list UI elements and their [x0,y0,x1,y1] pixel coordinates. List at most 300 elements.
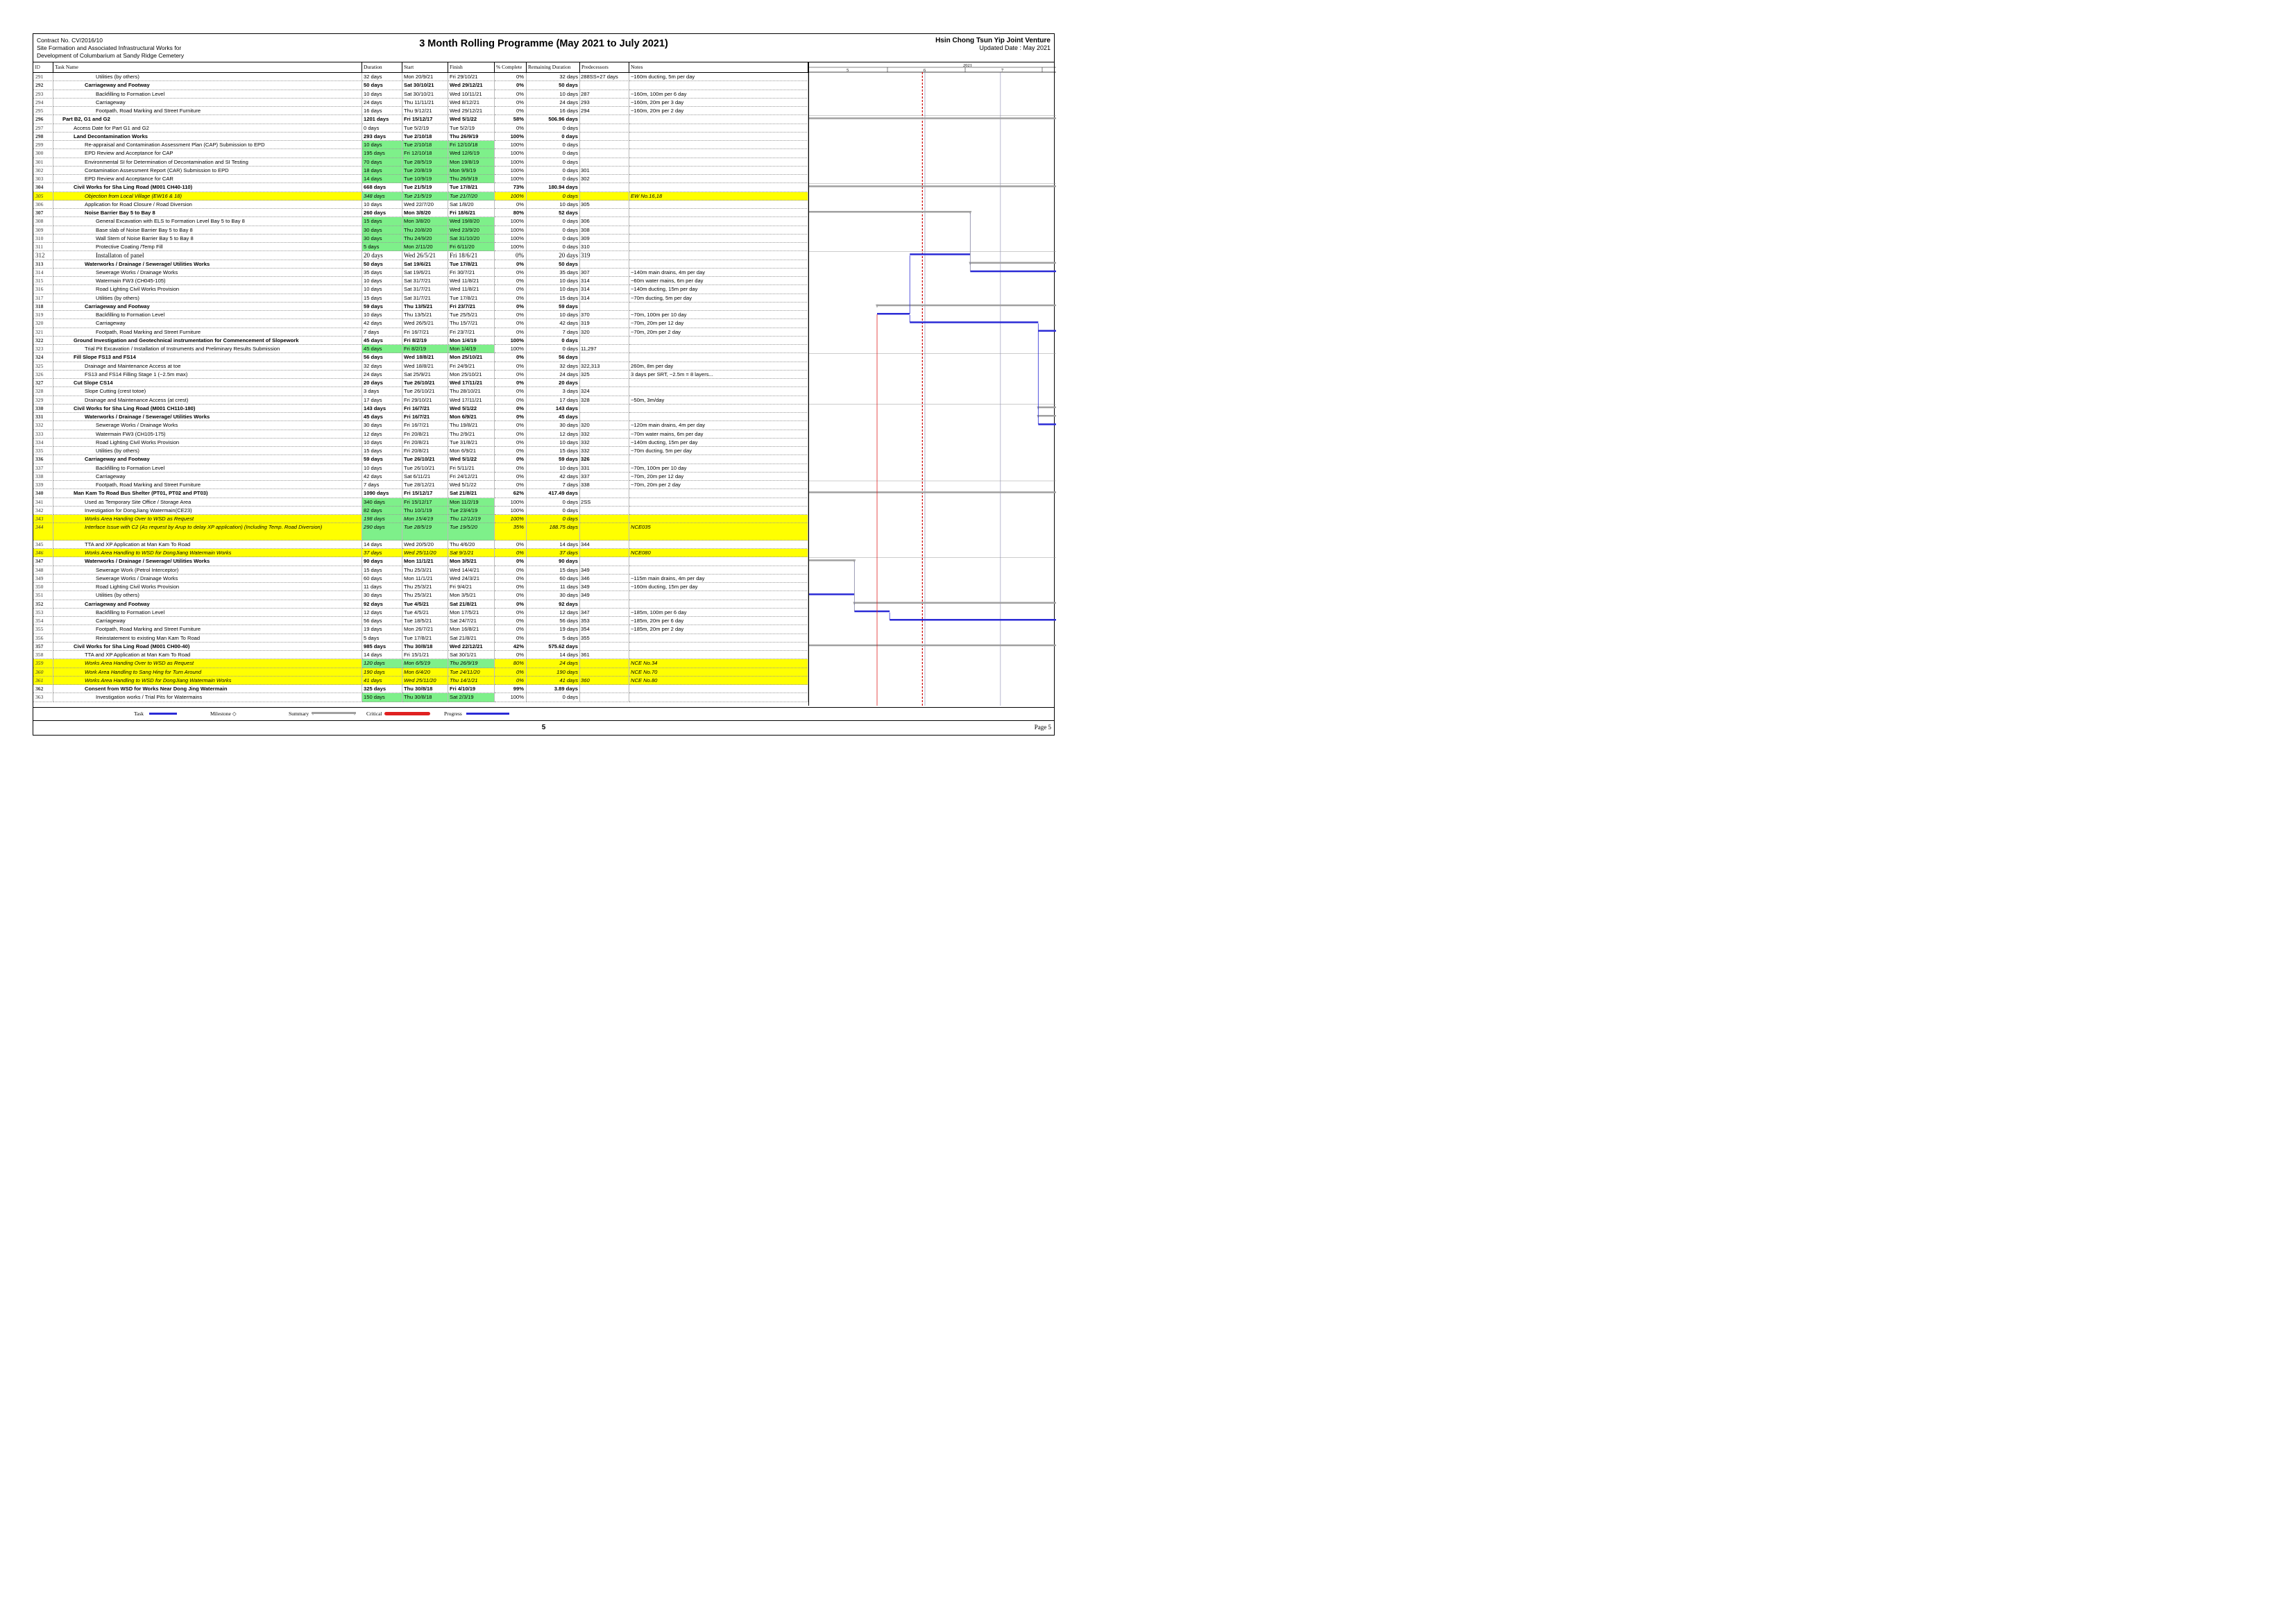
task-remaining-duration: 12 days [527,609,580,617]
table-row[interactable] [33,617,808,625]
task-predecessors: 331 [580,464,629,473]
task-notes [629,489,808,498]
table-row[interactable] [33,285,808,294]
task-id: 304 [33,183,53,192]
task-id: 306 [33,201,53,209]
task-id: 292 [33,81,53,90]
task-percent-complete: 0% [495,285,527,294]
task-finish: Tue 23/4/19 [448,507,495,515]
table-row[interactable] [33,201,808,209]
table-row[interactable] [33,277,808,285]
table-row[interactable] [33,226,808,235]
task-name: Road Lighting Civil Works Provision [53,439,362,447]
task-predecessors [580,507,629,515]
table-row[interactable] [33,685,808,693]
table-row[interactable] [33,311,808,319]
summary-bar [809,211,970,213]
task-predecessors [580,557,629,566]
table-row[interactable] [33,269,808,277]
task-predecessors [580,141,629,149]
table-row[interactable] [33,99,808,107]
task-finish: Thu 15/7/21 [448,319,495,328]
task-name: Carriageway [53,99,362,107]
task-predecessors: 309 [580,235,629,243]
task-start: Fri 15/12/17 [402,115,448,124]
task-remaining-duration: 10 days [527,285,580,294]
task-notes: ~185m, 100m per 6 day [629,609,808,617]
task-notes [629,557,808,566]
task-finish: Fri 30/7/21 [448,269,495,277]
table-row[interactable] [33,464,808,473]
task-name: Footpath, Road Marking and Street Furniture [53,481,362,489]
summary-bar [854,602,1056,604]
task-percent-complete: 100% [495,235,527,243]
task-start: Sat 19/6/21 [402,260,448,269]
task-notes [629,260,808,269]
task-percent-complete: 0% [495,319,527,328]
task-duration: 30 days [362,591,402,600]
task-predecessors [580,549,629,557]
legend-progress-swatch [464,712,512,716]
task-percent-complete: 0% [495,617,527,625]
table-row[interactable] [33,549,808,557]
task-start: Fri 16/7/21 [402,328,448,337]
task-remaining-duration: 52 days [527,209,580,217]
task-duration: 120 days [362,659,402,668]
table-row[interactable] [33,481,808,489]
task-duration: 30 days [362,421,402,430]
task-name: Utilities (by others) [53,591,362,600]
task-id: 315 [33,277,53,285]
task-remaining-duration: 15 days [527,566,580,575]
table-row[interactable] [33,260,808,269]
table-row[interactable] [33,430,808,439]
task-id: 293 [33,90,53,99]
task-remaining-duration: 5 days [527,634,580,643]
task-name: Waterworks / Drainage / Sewerage/ Utilities Works [53,413,362,421]
task-notes [629,303,808,311]
table-row[interactable] [33,124,808,133]
task-predecessors [580,183,629,192]
task-id: 336 [33,455,53,464]
task-notes [629,201,808,209]
task-percent-complete: 100% [495,243,527,251]
table-row[interactable] [33,251,808,260]
task-predecessors: 314 [580,285,629,294]
task-predecessors [580,209,629,217]
task-id: 307 [33,209,53,217]
col-header-task-name[interactable]: Task Name [53,62,362,72]
task-id: 323 [33,345,53,353]
task-name: Contamination Assessment Report (CAR) Submission to EPD [53,167,362,175]
task-start: Wed 25/11/20 [402,677,448,685]
task-notes: ~160m ducting, 15m per day [629,583,808,591]
task-predecessors: 307 [580,269,629,277]
task-id: 298 [33,133,53,141]
task-percent-complete: 0% [495,201,527,209]
task-name: Part B2, G1 and G2 [53,115,362,124]
table-row[interactable] [33,115,808,124]
task-name: Sewerage Works / Drainage Works [53,421,362,430]
task-name: Footpath, Road Marking and Street Furniture [53,107,362,115]
table-row[interactable] [33,294,808,303]
task-notes: NCE No.34 [629,659,808,668]
task-notes [629,600,808,609]
table-row[interactable] [33,515,808,523]
task-predecessors [580,668,629,677]
table-row[interactable] [33,473,808,481]
col-header-id[interactable]: ID [33,62,53,72]
task-name: Environmental SI for Determination of Decontamination and SI Testing [53,158,362,167]
task-finish: Sat 2/3/19 [448,693,495,702]
task-name: Works Area Handling to WSD for DongJiang Watermain Works [53,677,362,685]
task-notes: ~140m ducting, 15m per day [629,285,808,294]
col-header-finish[interactable]: Finish [448,62,495,72]
table-row[interactable] [33,217,808,226]
task-finish: Tue 19/5/20 [448,523,495,541]
task-id: 335 [33,447,53,455]
table-row[interactable] [33,141,808,149]
task-id: 320 [33,319,53,328]
summary-bar [809,645,1056,647]
table-row[interactable] [33,600,808,609]
task-percent-complete: 0% [495,90,527,99]
table-row[interactable] [33,507,808,515]
task-notes [629,115,808,124]
task-percent-complete: 100% [495,226,527,235]
table-row[interactable] [33,668,808,677]
task-id: 327 [33,379,53,387]
summary-bar [809,117,1056,119]
task-finish: Wed 14/4/21 [448,566,495,575]
table-row[interactable] [33,541,808,549]
task-start: Fri 15/1/21 [402,651,448,659]
task-percent-complete: 100% [495,133,527,141]
task-id: 324 [33,353,53,362]
table-row[interactable] [33,651,808,659]
table-row[interactable] [33,498,808,507]
task-name: Fill Slope FS13 and FS14 [53,353,362,362]
task-duration: 45 days [362,413,402,421]
task-name: Work Area Handling to Sang Hing for Turn Around [53,668,362,677]
page-footer [33,720,1054,736]
timescale-year: 2021 [963,63,972,68]
task-id: 363 [33,693,53,702]
table-row[interactable] [33,303,808,311]
task-notes [629,243,808,251]
task-duration: 16 days [362,107,402,115]
task-finish: Sat 24/7/21 [448,617,495,625]
task-name: Access Date for Part G1 and G2 [53,124,362,133]
task-percent-complete: 58% [495,115,527,124]
task-duration: 10 days [362,141,402,149]
table-row[interactable] [33,319,808,328]
table-row[interactable] [33,693,808,702]
task-notes [629,507,808,515]
task-start: Fri 8/2/19 [402,337,448,345]
task-name: Man Kam To Road Bus Shelter (PT01, PT02 and PT03) [53,489,362,498]
task-remaining-duration: 0 days [527,175,580,183]
task-finish: Fri 24/12/21 [448,473,495,481]
task-notes [629,226,808,235]
table-row[interactable] [33,90,808,99]
task-bar [970,271,1056,273]
col-header-notes[interactable]: Notes [629,62,808,72]
task-notes: ~60m water mains, 6m per day [629,277,808,285]
page-number: 5 [541,724,546,731]
table-row[interactable] [33,353,808,362]
task-predecessors: 346 [580,575,629,583]
table-row[interactable] [33,387,808,396]
task-name: Backfilling to Formation Level [53,311,362,319]
task-remaining-duration: 35 days [527,269,580,277]
task-predecessors: 355 [580,634,629,643]
task-id: 360 [33,668,53,677]
task-duration: 82 days [362,507,402,515]
task-id: 309 [33,226,53,235]
task-predecessors [580,260,629,269]
task-percent-complete: 0% [495,124,527,133]
task-start: Thu 13/5/21 [402,311,448,319]
table-row[interactable] [33,583,808,591]
table-row[interactable] [33,489,808,498]
task-duration: 10 days [362,201,402,209]
task-name: Backfilling to Formation Level [53,609,362,617]
table-row[interactable] [33,566,808,575]
task-remaining-duration: 20 days [527,251,580,260]
task-notes: NCE035 [629,523,808,541]
task-predecessors: 320 [580,421,629,430]
task-predecessors: 332 [580,430,629,439]
task-finish: Thu 14/1/21 [448,677,495,685]
task-id: 357 [33,643,53,651]
task-remaining-duration: 15 days [527,447,580,455]
task-notes: ~185m, 20m per 6 day [629,617,808,625]
table-row[interactable] [33,192,808,201]
task-finish: Fri 6/11/20 [448,243,495,251]
table-row[interactable] [33,371,808,379]
task-percent-complete: 0% [495,303,527,311]
task-percent-complete: 80% [495,209,527,217]
task-notes [629,81,808,90]
task-remaining-duration: 16 days [527,107,580,115]
task-notes: ~160m, 20m per 3 day [629,99,808,107]
task-start: Fri 16/7/21 [402,421,448,430]
table-row[interactable] [33,133,808,141]
col-header-remaining-duration[interactable]: Remaining Duration [527,62,580,72]
task-remaining-duration: 0 days [527,133,580,141]
table-row[interactable] [33,81,808,90]
task-notes: ~50m, 3m/day [629,396,808,405]
task-remaining-duration: 0 days [527,243,580,251]
table-row[interactable] [33,405,808,413]
task-start: Mon 11/1/21 [402,557,448,566]
table-row[interactable] [33,243,808,251]
table-row[interactable] [33,149,808,158]
task-remaining-duration: 0 days [527,235,580,243]
table-row[interactable] [33,421,808,430]
task-percent-complete: 100% [495,217,527,226]
task-remaining-duration: 0 days [527,693,580,702]
task-start: Thu 24/9/20 [402,235,448,243]
task-finish: Tue 24/11/20 [448,668,495,677]
table-row[interactable] [33,396,808,405]
task-start: Mon 3/8/20 [402,209,448,217]
table-row[interactable] [33,677,808,685]
task-finish: Thu 28/10/21 [448,387,495,396]
task-id: 318 [33,303,53,311]
task-id: 354 [33,617,53,625]
table-row[interactable] [33,379,808,387]
table-row[interactable] [33,158,808,167]
task-id: 297 [33,124,53,133]
task-duration: 1090 days [362,489,402,498]
task-start: Sat 19/6/21 [402,269,448,277]
task-predecessors: 288SS+27 days [580,73,629,81]
task-start: Wed 20/5/20 [402,541,448,549]
task-id: 321 [33,328,53,337]
task-remaining-duration: 37 days [527,549,580,557]
table-row[interactable] [33,659,808,668]
task-finish: Thu 2/9/21 [448,430,495,439]
task-notes [629,693,808,702]
col-header-start[interactable]: Start [402,62,448,72]
task-name: Application for Road Closure / Road Diversion [53,201,362,209]
task-name: Works Area Handling to WSD for DongJiang Watermain Works [53,549,362,557]
table-row[interactable] [33,235,808,243]
task-start: Fri 12/10/18 [402,149,448,158]
table-row[interactable] [33,625,808,634]
task-percent-complete: 0% [495,600,527,609]
task-percent-complete: 0% [495,277,527,285]
task-remaining-duration: 0 days [527,226,580,235]
task-start: Thu 10/1/19 [402,507,448,515]
task-id: 362 [33,685,53,693]
table-row[interactable] [33,634,808,643]
task-duration: 14 days [362,541,402,549]
company-info [935,37,1051,52]
task-name: Sewerage Works / Drainage Works [53,575,362,583]
task-start: Wed 18/8/21 [402,362,448,371]
table-row[interactable] [33,455,808,464]
task-notes [629,141,808,149]
col-header-predecessors[interactable]: Predecessors [580,62,629,72]
task-duration: 20 days [362,379,402,387]
task-predecessors: 353 [580,617,629,625]
task-finish: Fri 4/10/19 [448,685,495,693]
table-row[interactable] [33,591,808,600]
task-percent-complete: 0% [495,439,527,447]
col-header-duration[interactable]: Duration [362,62,402,72]
task-id: 337 [33,464,53,473]
col-header-percent-complete[interactable]: % Complete [495,62,527,72]
table-row[interactable] [33,413,808,421]
task-remaining-duration: 50 days [527,260,580,269]
task-notes: ~70m, 100m per 10 day [629,311,808,319]
task-duration: 3 days [362,387,402,396]
task-predecessors [580,643,629,651]
task-notes [629,209,808,217]
table-row[interactable] [33,175,808,183]
table-row[interactable] [33,337,808,345]
task-remaining-duration: 0 days [527,515,580,523]
task-name: Wall Stem of Noise Barrier Bay 5 to Bay 8 [53,235,362,243]
task-remaining-duration: 14 days [527,541,580,549]
table-row[interactable] [33,575,808,583]
table-row[interactable] [33,73,808,81]
task-start: Tue 5/2/19 [402,124,448,133]
task-name: Land Decontamination Works [53,133,362,141]
table-row[interactable] [33,183,808,192]
table-row[interactable] [33,362,808,371]
task-start: Tue 26/10/21 [402,455,448,464]
table-row[interactable] [33,167,808,175]
task-remaining-duration: 10 days [527,439,580,447]
task-duration: 11 days [362,583,402,591]
task-duration: 150 days [362,693,402,702]
task-id: 300 [33,149,53,158]
task-percent-complete: 0% [495,413,527,421]
task-start: Wed 22/7/20 [402,201,448,209]
table-row[interactable] [33,107,808,115]
task-remaining-duration: 0 days [527,167,580,175]
task-percent-complete: 100% [495,175,527,183]
task-start: Fri 16/7/21 [402,405,448,413]
task-percent-complete: 0% [495,464,527,473]
table-row[interactable] [33,643,808,651]
task-finish: Thu 26/9/19 [448,133,495,141]
task-start: Fri 15/12/17 [402,489,448,498]
task-percent-complete: 0% [495,583,527,591]
table-row[interactable] [33,609,808,617]
task-percent-complete: 0% [495,677,527,685]
task-remaining-duration: 10 days [527,464,580,473]
task-id: 339 [33,481,53,489]
task-name: Installaton of panel [53,251,362,260]
task-finish: Mon 17/5/21 [448,609,495,617]
task-remaining-duration: 143 days [527,405,580,413]
task-finish: Mon 9/9/19 [448,167,495,175]
task-name: Footpath, Road Marking and Street Furniture [53,328,362,337]
legend-task [134,711,180,717]
task-finish: Wed 5/1/22 [448,481,495,489]
task-duration: 10 days [362,285,402,294]
task-finish: Sat 21/8/21 [448,600,495,609]
table-row[interactable] [33,557,808,566]
task-predecessors [580,693,629,702]
task-percent-complete: 0% [495,430,527,439]
task-remaining-duration: 180.94 days [527,183,580,192]
table-row[interactable] [33,209,808,217]
task-remaining-duration: 15 days [527,294,580,303]
summary-bar [1038,415,1056,417]
table-row[interactable] [33,345,808,353]
task-predecessors [580,685,629,693]
page-frame [33,33,1055,736]
table-row[interactable] [33,447,808,455]
task-percent-complete: 0% [495,328,527,337]
task-predecessors [580,600,629,609]
task-name: Objection from Local Village (EW16 & 18) [53,192,362,201]
task-percent-complete: 0% [495,99,527,107]
task-finish: Wed 5/1/22 [448,455,495,464]
table-row[interactable] [33,328,808,337]
table-row[interactable] [33,523,808,541]
task-predecessors [580,158,629,167]
table-row[interactable] [33,439,808,447]
task-start: Tue 18/5/21 [402,617,448,625]
task-notes: ~70m, 100m per 10 day [629,464,808,473]
